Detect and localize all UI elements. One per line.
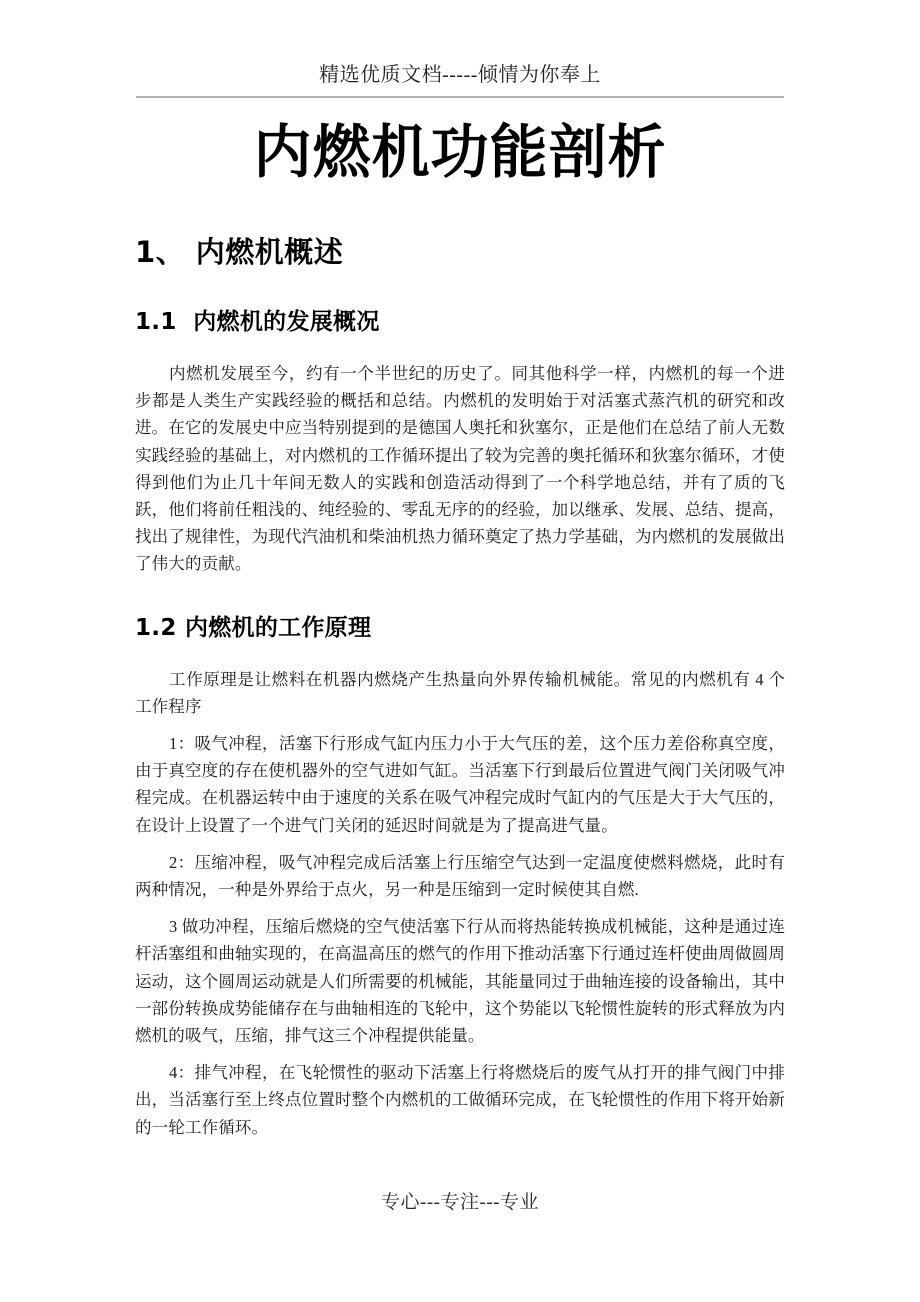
document-body (135, 232, 785, 1141)
paragraph: 工作原理是让燃料在机器内燃烧产生热量向外界传输机械能。常见的内燃机有 4 个工作程序 (135, 669, 785, 716)
header-divider-rule (136, 96, 784, 98)
running-header (135, 62, 785, 88)
spacer (135, 272, 785, 306)
paragraph: 3 做功冲程，压缩后燃烧的空气使活塞下行从而将热能转换成机械能，这种是通过连杆活塞组和曲轴实现的，在高温高压的燃气的作用下推动活塞下行通过连杆使曲周做圆周运动，这个圆周运动就是人们所需要的机械能，其能量同过于曲轴连接的设备输出，其中一部份转换成势能储存在与曲轴相连的飞轮中，这个势能以飞轮惯性旋转的形式释放为内燃机的吸气，压缩，排气这三个冲程提供能量。 (135, 917, 785, 1046)
running-footer-text: 专心---专注---专业 (381, 1192, 539, 1213)
spacer (135, 644, 785, 666)
document-title: 内燃机功能剖析 (253, 118, 667, 186)
running-footer (135, 1190, 785, 1216)
paragraph: 1：吸气冲程，活塞下行形成气缸内压力小于大气压的差，这个压力差俗称真空度，由于真空度的存在使机器外的空气进如气缸。当活塞下行到最后位置进气阀门关闭吸气冲程完成。在机器运转中由于速度的关系在吸气冲程完成时气缸内的气压是大于大气压的，在设计上设置了一个进气门关闭的延迟时间就是为了提高进气量。 (135, 734, 785, 835)
running-header-text: 精选优质文档-----倾情为你奉上 (319, 64, 601, 86)
paragraph: 2：压缩冲程，吸气冲程完成后活塞上行压缩空气达到一定温度使燃料燃烧，此时有两种情况，一种是外界给于点火，另一种是压缩到一定时候使其自燃. (135, 852, 785, 900)
section-heading-1-1: 1.1 内燃机的发展概况 (135, 309, 380, 335)
section-heading-1-2: 1.2 内燃机的工作原理 (135, 614, 372, 641)
spacer (135, 578, 785, 612)
section-heading-1: 1、 内燃机概述 (135, 235, 344, 269)
paragraph: 内燃机发展至今，约有一个半世纪的历史了。同其他科学一样，内燃机的每一个进步都是人类生产实践经验的概括和总结。内燃机的发明始于对活塞式蒸汽机的研究和改进。在它的发展史中应当特别提到的是德国人奥托和狄塞尔，正是他们在总结了前人无数实践经验的基础上，对内燃机的工作循环提出了较为完善的奥托循环和狄塞尔循环，才使得到他们为止几十年间无数人的实践和创造活动得到了一个科学地总结，并有了质的飞跃，他们将前任粗浅的、纯经验的、零乱无序的的经验，加以继承、发展、总结、提高，找出了规律性，为现代汽油机和柴油机热力循环奠定了热力学基础，为内燃机的发展做出了伟大的贡献。 (135, 364, 785, 574)
spacer (135, 338, 785, 360)
paragraph: 4：排气冲程，在飞轮惯性的驱动下活塞上行将燃烧后的废气从打开的排气阀门中排出，当活塞行至上终点位置时整个内燃机的工做循环完成，在飞轮惯性的作用下将开始新的一轮工作循环。 (135, 1063, 785, 1137)
